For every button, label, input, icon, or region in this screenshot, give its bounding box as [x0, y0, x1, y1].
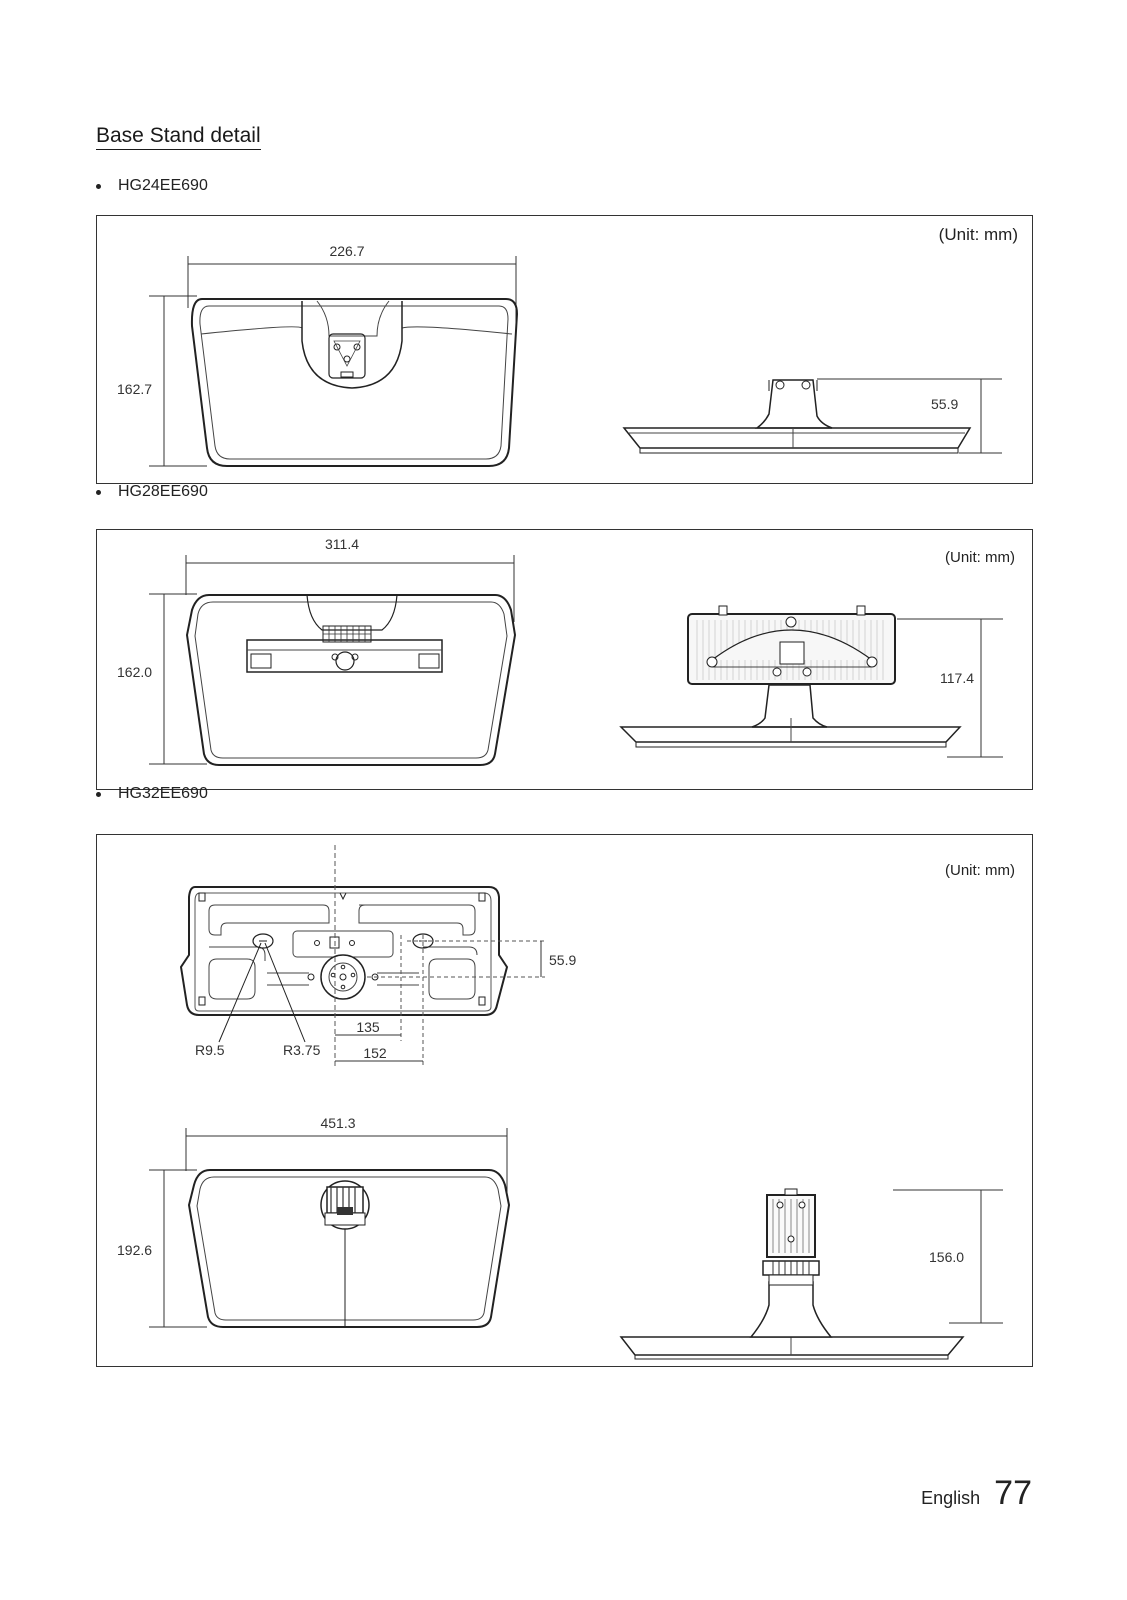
page-title: Base Stand detail — [96, 124, 261, 150]
language-label: English — [921, 1488, 981, 1508]
stand-diagram-hg24 — [97, 216, 1034, 485]
diagram-panel-hg24 — [96, 215, 1033, 484]
bullet-dot — [96, 792, 101, 797]
stand-diagram-hg28 — [97, 530, 1034, 791]
side-neck — [757, 380, 832, 428]
depth-value: 162.0 — [117, 664, 153, 680]
side-base — [621, 1337, 963, 1355]
bullet-dot — [96, 184, 101, 189]
neck-mount — [302, 301, 402, 388]
model-name: HG32EE690 — [118, 785, 208, 802]
base-outline — [192, 299, 517, 466]
side-base — [624, 428, 970, 448]
height-value: 55.9 — [931, 396, 959, 412]
unit-label: (Unit: mm) — [945, 862, 1015, 879]
hole-offset-value: 55.9 — [549, 952, 577, 968]
side-neck — [752, 685, 827, 727]
base-outline — [187, 595, 515, 765]
side-neck — [751, 1282, 831, 1337]
neck-mount — [307, 595, 397, 630]
model-heading-hg32 — [96, 785, 208, 803]
bullet-dot — [96, 490, 101, 495]
unit-label: (Unit: mm) — [945, 549, 1015, 566]
radius-small-value: R3.75 — [283, 1042, 321, 1058]
depth-value: 192.6 — [117, 1242, 153, 1258]
height-value: 156.0 — [929, 1249, 965, 1265]
depth-value: 162.7 — [117, 381, 153, 397]
width-value: 226.7 — [329, 243, 365, 259]
page-number: 77 — [994, 1474, 1032, 1512]
unit-label: (Unit: mm) — [938, 225, 1018, 244]
spacing-outer-value: 152 — [363, 1045, 387, 1061]
center-hub — [321, 955, 365, 999]
model-heading-hg28 — [96, 483, 208, 501]
spacing-inner-value: 135 — [356, 1019, 380, 1035]
page-footer — [921, 1474, 1032, 1513]
width-value: 451.3 — [320, 1115, 356, 1131]
model-name: HG28EE690 — [118, 483, 208, 500]
radius-large-value: R9.5 — [195, 1042, 225, 1058]
diagram-panel-hg28 — [96, 529, 1033, 790]
width-value: 311.4 — [325, 536, 359, 552]
diagram-panel-hg32 — [96, 834, 1033, 1367]
radius-small-leader — [265, 943, 305, 1042]
height-value: 117.4 — [940, 670, 974, 686]
stand-diagram-hg32 — [97, 835, 1034, 1368]
model-heading-hg24 — [96, 177, 208, 195]
model-name: HG24EE690 — [118, 177, 208, 194]
